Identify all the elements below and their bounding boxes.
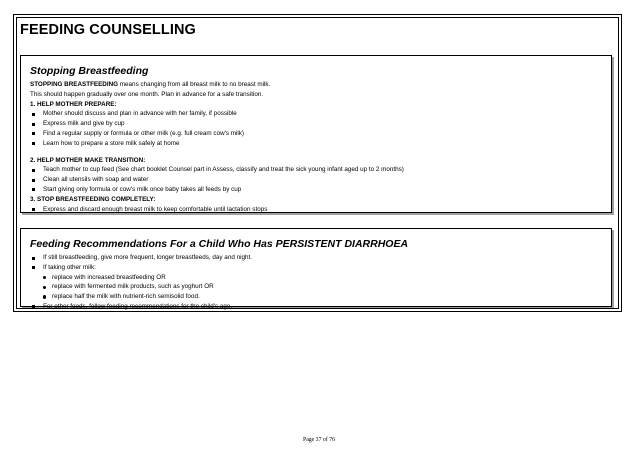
stopping-breastfeeding-section [20, 55, 612, 213]
persistent-diarrhoea-section [20, 228, 612, 310]
intro-line [30, 80, 611, 90]
page-number: Page 37 of 76 [302, 437, 336, 443]
section-heading: Feeding Recommendations For a Child Who Has PERSISTENT DIARRHOEA [30, 238, 409, 250]
intro-rest: means changing from all breast milk to no breast milk. [118, 81, 271, 88]
step-heading: 3. STOP BREASTFEEDING COMPLETELY: [30, 195, 156, 203]
list-item: Teach mother to cup feed (See chart booklet Counsel part in Assess, classify and treat the sick young infant aged up to 2 months) [30, 165, 611, 175]
step-heading: 2. HELP MOTHER MAKE TRANSITION: [30, 156, 146, 164]
page-frame [13, 14, 622, 312]
list-item: Learn how to prepare a store milk safely at home [30, 139, 611, 149]
list-item: Express and discard enough breast milk to keep comfortable until lactation stops [30, 205, 611, 215]
list-item: Mother should discuss and plan in advance with her family, if possible [30, 109, 611, 119]
section-heading: Stopping Breastfeeding [30, 65, 149, 77]
intro-bold: STOPPING BREASTFEEDING [30, 81, 119, 88]
list-item: Clean all utensils with soap and water [30, 175, 611, 185]
page-title: FEEDING COUNSELLING [20, 22, 196, 38]
sub-list-item: replace with fermented milk products, such as yoghurt OR [30, 282, 611, 292]
list-item: Express milk and give by cup [30, 119, 611, 129]
sub-list-item: replace half the milk with nutrient-rich semisolid food. [30, 292, 611, 302]
list-item: Find a regular supply or formula or other milk (e.g. full cream cow's milk) [30, 129, 611, 139]
list-item: For other foods, follow feeding recommendations for the child's age. [30, 302, 611, 312]
list-item: If still breastfeeding, give more frequent, longer breastfeeds, day and night. [30, 253, 611, 263]
step-heading: 1. HELP MOTHER PREPARE: [30, 100, 117, 108]
list-item: If taking other milk: [30, 263, 611, 273]
list-item: Start giving only formula or cow's milk once baby takes all feeds by cup [30, 185, 611, 195]
intro-line-2: This should happen gradually over one month. Plan in advance for a safe transition. [30, 90, 264, 98]
sub-list-item: replace with increased breastfeeding OR [30, 273, 611, 283]
